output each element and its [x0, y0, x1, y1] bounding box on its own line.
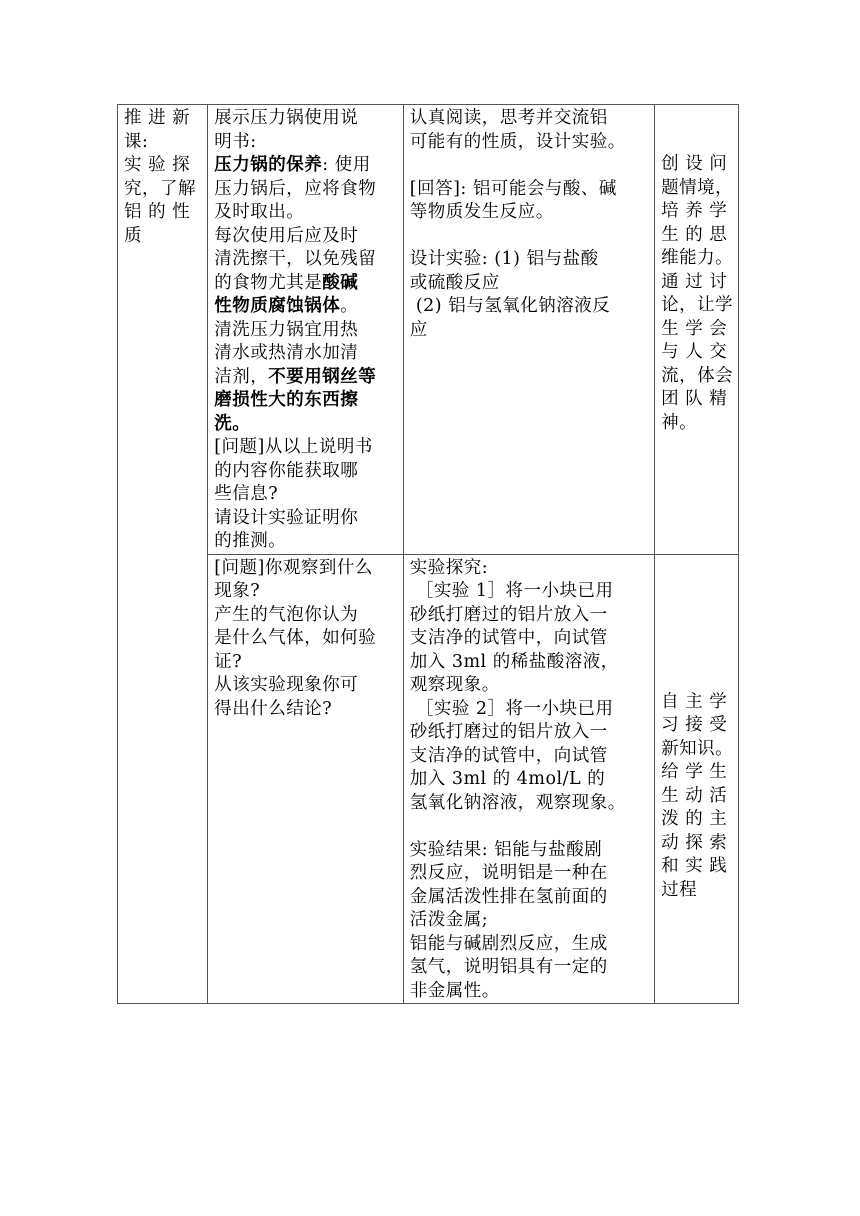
text-line: 支洁净的试管中，向试管 — [409, 745, 608, 766]
student-activity-cell — [403, 105, 654, 555]
stage-line: 质 — [124, 225, 142, 246]
text-line — [214, 389, 399, 413]
stage-line: 课: — [124, 131, 149, 152]
text-line: 新知识。 — [661, 738, 734, 759]
text-line: 活泼金属; — [409, 910, 489, 930]
text-line: ［实验 2］将一小块已用 — [409, 698, 614, 719]
text-line: 烈反应，说明铝是一种在 — [409, 863, 608, 883]
text-line: 加入 3ml 的稀盐酸溶液， — [409, 651, 619, 672]
text-line: 清水或热清水加清 — [214, 343, 359, 363]
design-purpose-cell — [655, 554, 739, 1004]
text-line — [214, 295, 399, 319]
design-purpose-cell — [655, 105, 739, 555]
lesson-plan-table — [117, 104, 739, 1004]
text-line: 应 — [409, 319, 428, 340]
text-line: 可能有的性质，设计实验。 — [409, 131, 626, 152]
bold-text: 不要用钢丝等 — [268, 366, 377, 387]
text-line: 非金属性。 — [409, 980, 500, 1001]
text-line: 每次使用后应及时 — [214, 225, 359, 246]
text-line: 的推测。 — [214, 531, 287, 551]
text-line: 或硫酸反应 — [409, 272, 500, 293]
spacer — [410, 154, 650, 178]
text-line: 些信息? — [214, 484, 279, 504]
spacer — [410, 225, 650, 249]
text-line: 的内容你能获取哪 — [214, 460, 359, 481]
stage-line: 究，了解 — [124, 178, 196, 199]
text-line: 动 探 索 — [661, 832, 728, 853]
text-line: 通 过 讨 — [661, 271, 728, 292]
text-line: 习 接 受 — [661, 715, 728, 735]
bold-text: 性物质腐蚀锅体 — [214, 296, 341, 316]
stage-cell — [118, 105, 208, 1004]
text-line — [214, 272, 399, 296]
text-line: 与 人 交 — [661, 342, 728, 362]
text-line — [214, 366, 399, 390]
text-line: 支洁净的试管中，向试管 — [409, 628, 608, 648]
text-line: 实验结果: 铝能与盐酸剧 — [409, 839, 603, 860]
text-line: 及时取出。 — [214, 202, 305, 222]
text-line: 得出什么结论? — [214, 698, 333, 719]
text-line: 生 的 思 — [661, 224, 728, 245]
student-activity-cell — [403, 554, 654, 1004]
bold-text: 洗。 — [214, 413, 251, 434]
text-line: 和 实 践 — [661, 856, 728, 876]
stage-line: 铝 的 性 — [124, 202, 191, 222]
text-line: 等物质发生反应。 — [409, 202, 554, 222]
table-row — [118, 105, 739, 555]
text-line: 氢气，说明铝具有一定的 — [409, 957, 608, 977]
text-fragment: 。 — [340, 296, 359, 316]
text-line: 氢氧化钠溶液，观察现象。 — [409, 792, 626, 813]
bold-text: 酸碱 — [322, 272, 359, 293]
stage-line: 实 验 探 — [124, 155, 191, 175]
text-line: 现象? — [214, 581, 261, 601]
text-fragment: : 使用 — [322, 155, 371, 175]
text-line: 生 学 会 — [661, 318, 728, 339]
table-row — [118, 554, 739, 1004]
text-line: 过程 — [661, 879, 698, 900]
text-line: 实验探究: — [409, 557, 489, 578]
text-line: 创 设 问 — [661, 154, 728, 174]
text-fragment: 的食物尤其是 — [214, 272, 323, 293]
text-line: 给 学 生 — [661, 762, 728, 782]
text-line: 泼 的 主 — [661, 809, 728, 829]
text-line: 题情境， — [661, 177, 734, 198]
bold-text: 磨损性大的东西擦 — [214, 390, 359, 410]
bold-text: 压力锅的保养 — [214, 155, 323, 175]
text-line: 清洗擦干，以免残留 — [214, 249, 377, 269]
text-line: 神。 — [661, 412, 698, 433]
text-line: 压力锅后，应将食物 — [214, 178, 377, 199]
text-line: 流，体会 — [661, 365, 734, 386]
text-line: 清洗压力锅宜用热 — [214, 319, 359, 340]
text-line: 产生的气泡你认为 — [214, 604, 359, 625]
text-line: 铝能与碱剧烈反应，生成 — [409, 933, 608, 954]
text-line: 团 队 精 — [661, 389, 728, 409]
text-line: 论，让学 — [661, 295, 734, 315]
text-line: 培 养 学 — [661, 201, 728, 221]
text-line: 证? — [214, 651, 243, 672]
text-line: 设计实验: (1) 铝与盐酸 — [409, 249, 599, 269]
text-line: [回答]: 铝可能会与酸、碱 — [409, 178, 617, 199]
text-line: 维能力。 — [661, 248, 734, 268]
text-line: 金属活泼性排在氢前面的 — [409, 886, 608, 907]
text-line: 砂纸打磨过的铝片放入一 — [409, 604, 608, 625]
text-line — [214, 413, 399, 437]
stage-line: 推 进 新 — [124, 108, 191, 128]
text-line: (2) 铝与氢氧化钠溶液反 — [409, 296, 611, 316]
spacer — [661, 557, 734, 691]
text-line: 明书: — [214, 131, 257, 152]
text-line: ［实验 1］将一小块已用 — [409, 581, 614, 601]
text-line: [问题]从以上说明书 — [214, 437, 373, 457]
text-line: 观察现象。 — [409, 675, 500, 695]
teacher-activity-cell — [208, 554, 404, 1004]
text-line: [问题]你观察到什么 — [214, 557, 373, 578]
text-line: 展示压力锅使用说 — [214, 108, 359, 128]
spacer — [410, 815, 650, 839]
text-line: 生 动 活 — [661, 785, 728, 806]
text-line: 请设计实验证明你 — [214, 507, 359, 528]
text-line — [214, 154, 399, 178]
text-line: 加入 3ml 的 4mol/L 的 — [409, 769, 606, 789]
teacher-activity-cell — [208, 105, 404, 555]
text-line: 认真阅读，思考并交流铝 — [409, 108, 608, 128]
text-line: 砂纸打磨过的铝片放入一 — [409, 722, 608, 742]
spacer — [661, 107, 734, 153]
text-line: 是什么气体，如何验 — [214, 628, 377, 648]
text-fragment: 洁剂， — [214, 366, 269, 387]
text-line: 自 主 学 — [661, 691, 728, 712]
text-line: 从该实验现象你可 — [214, 675, 359, 695]
